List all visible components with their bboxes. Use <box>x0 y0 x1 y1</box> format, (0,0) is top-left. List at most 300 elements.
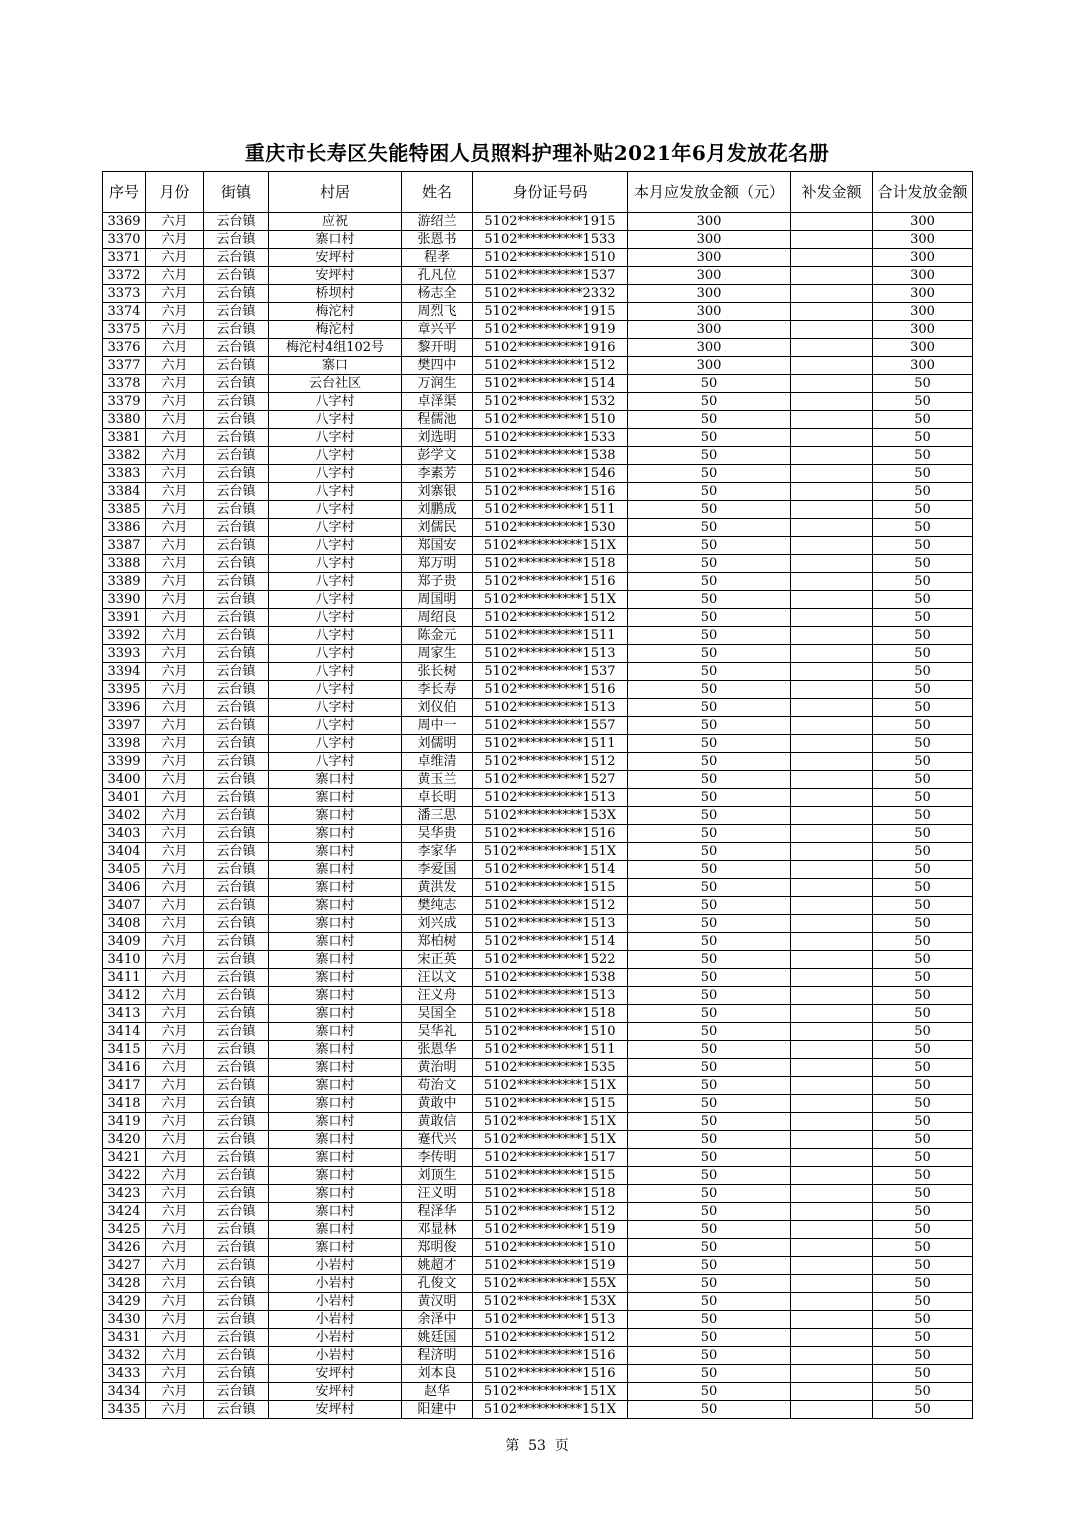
table-row <box>103 1329 973 1347</box>
backpay-amount-cell <box>791 519 873 537</box>
id-number-cell: 5102**********1511 <box>473 501 628 519</box>
backpay-amount-cell <box>791 879 873 897</box>
town-cell: 云台镇 <box>204 231 269 249</box>
seq-cell: 3430 <box>103 1311 146 1329</box>
name-cell: 汪义舟 <box>402 987 473 1005</box>
total-amount-cell: 50 <box>873 411 973 429</box>
name-cell: 阳建中 <box>402 1401 473 1419</box>
table-row <box>103 789 973 807</box>
table-row <box>103 1239 973 1257</box>
header-village: 村居 <box>269 172 402 213</box>
name-cell: 万润生 <box>402 375 473 393</box>
total-amount-cell: 50 <box>873 771 973 789</box>
seq-cell: 3425 <box>103 1221 146 1239</box>
village-cell: 寨口村 <box>269 825 402 843</box>
monthly-amount-cell: 300 <box>628 321 791 339</box>
backpay-amount-cell <box>791 447 873 465</box>
month-cell: 六月 <box>146 465 204 483</box>
monthly-amount-cell: 50 <box>628 1041 791 1059</box>
month-cell: 六月 <box>146 933 204 951</box>
village-cell: 寨口村 <box>269 1095 402 1113</box>
town-cell: 云台镇 <box>204 681 269 699</box>
backpay-amount-cell <box>791 735 873 753</box>
monthly-amount-cell: 50 <box>628 771 791 789</box>
total-amount-cell: 300 <box>873 231 973 249</box>
backpay-amount-cell <box>791 1077 873 1095</box>
town-cell: 云台镇 <box>204 1059 269 1077</box>
monthly-amount-cell: 300 <box>628 285 791 303</box>
village-cell: 寨口村 <box>269 915 402 933</box>
total-amount-cell: 50 <box>873 861 973 879</box>
backpay-amount-cell <box>791 753 873 771</box>
name-cell: 余泽中 <box>402 1311 473 1329</box>
backpay-amount-cell <box>791 969 873 987</box>
town-cell: 云台镇 <box>204 1311 269 1329</box>
monthly-amount-cell: 50 <box>628 699 791 717</box>
roster-table <box>102 171 973 1419</box>
id-number-cell: 5102**********1516 <box>473 1347 628 1365</box>
id-number-cell: 5102**********1538 <box>473 447 628 465</box>
backpay-amount-cell <box>791 1311 873 1329</box>
monthly-amount-cell: 50 <box>628 1095 791 1113</box>
month-cell: 六月 <box>146 1383 204 1401</box>
village-cell: 应祝 <box>269 213 402 231</box>
monthly-amount-cell: 50 <box>628 1365 791 1383</box>
seq-cell: 3376 <box>103 339 146 357</box>
seq-cell: 3419 <box>103 1113 146 1131</box>
name-cell: 刘兴成 <box>402 915 473 933</box>
village-cell: 寨口村 <box>269 231 402 249</box>
id-number-cell: 5102**********151X <box>473 843 628 861</box>
name-cell: 苟治文 <box>402 1077 473 1095</box>
name-cell: 黄玉兰 <box>402 771 473 789</box>
monthly-amount-cell: 50 <box>628 753 791 771</box>
month-cell: 六月 <box>146 663 204 681</box>
name-cell: 黄汉明 <box>402 1293 473 1311</box>
monthly-amount-cell: 50 <box>628 1293 791 1311</box>
village-cell: 八字村 <box>269 591 402 609</box>
name-cell: 周家生 <box>402 645 473 663</box>
name-cell: 程泽华 <box>402 1203 473 1221</box>
table-row <box>103 573 973 591</box>
table-row <box>103 501 973 519</box>
seq-cell: 3415 <box>103 1041 146 1059</box>
table-row <box>103 555 973 573</box>
town-cell: 云台镇 <box>204 1167 269 1185</box>
total-amount-cell: 50 <box>873 1239 973 1257</box>
id-number-cell: 5102**********1537 <box>473 663 628 681</box>
seq-cell: 3379 <box>103 393 146 411</box>
id-number-cell: 5102**********1514 <box>473 375 628 393</box>
village-cell: 八字村 <box>269 429 402 447</box>
backpay-amount-cell <box>791 213 873 231</box>
town-cell: 云台镇 <box>204 465 269 483</box>
seq-cell: 3427 <box>103 1257 146 1275</box>
village-cell: 寨口村 <box>269 1203 402 1221</box>
seq-cell: 3395 <box>103 681 146 699</box>
id-number-cell: 5102**********155X <box>473 1275 628 1293</box>
total-amount-cell: 50 <box>873 1383 973 1401</box>
seq-cell: 3381 <box>103 429 146 447</box>
seq-cell: 3426 <box>103 1239 146 1257</box>
monthly-amount-cell: 300 <box>628 303 791 321</box>
backpay-amount-cell <box>791 537 873 555</box>
town-cell: 云台镇 <box>204 213 269 231</box>
month-cell: 六月 <box>146 627 204 645</box>
village-cell: 八字村 <box>269 627 402 645</box>
village-cell: 八字村 <box>269 537 402 555</box>
backpay-amount-cell <box>791 483 873 501</box>
id-number-cell: 5102**********1512 <box>473 753 628 771</box>
monthly-amount-cell: 50 <box>628 429 791 447</box>
seq-cell: 3428 <box>103 1275 146 1293</box>
total-amount-cell: 50 <box>873 1005 973 1023</box>
id-number-cell: 5102**********1510 <box>473 1239 628 1257</box>
name-cell: 李爱国 <box>402 861 473 879</box>
village-cell: 寨口村 <box>269 861 402 879</box>
backpay-amount-cell <box>791 933 873 951</box>
total-amount-cell: 50 <box>873 825 973 843</box>
town-cell: 云台镇 <box>204 807 269 825</box>
table-row <box>103 1059 973 1077</box>
id-number-cell: 5102**********1519 <box>473 1221 628 1239</box>
month-cell: 六月 <box>146 483 204 501</box>
monthly-amount-cell: 300 <box>628 357 791 375</box>
name-cell: 程孝 <box>402 249 473 267</box>
town-cell: 云台镇 <box>204 1293 269 1311</box>
town-cell: 云台镇 <box>204 1383 269 1401</box>
name-cell: 黄敢中 <box>402 1095 473 1113</box>
month-cell: 六月 <box>146 231 204 249</box>
backpay-amount-cell <box>791 555 873 573</box>
town-cell: 云台镇 <box>204 555 269 573</box>
id-number-cell: 5102**********1533 <box>473 429 628 447</box>
town-cell: 云台镇 <box>204 429 269 447</box>
seq-cell: 3375 <box>103 321 146 339</box>
name-cell: 卓长明 <box>402 789 473 807</box>
month-cell: 六月 <box>146 861 204 879</box>
name-cell: 赵华 <box>402 1383 473 1401</box>
village-cell: 寨口村 <box>269 771 402 789</box>
id-number-cell: 5102**********1516 <box>473 483 628 501</box>
month-cell: 六月 <box>146 915 204 933</box>
village-cell: 八字村 <box>269 681 402 699</box>
village-cell: 小岩村 <box>269 1311 402 1329</box>
month-cell: 六月 <box>146 393 204 411</box>
backpay-amount-cell <box>791 1149 873 1167</box>
id-number-cell: 5102**********1512 <box>473 609 628 627</box>
backpay-amount-cell <box>791 501 873 519</box>
village-cell: 安坪村 <box>269 1401 402 1419</box>
name-cell: 周国明 <box>402 591 473 609</box>
month-cell: 六月 <box>146 645 204 663</box>
village-cell: 八字村 <box>269 447 402 465</box>
village-cell: 小岩村 <box>269 1257 402 1275</box>
name-cell: 吴华礼 <box>402 1023 473 1041</box>
name-cell: 刘寨银 <box>402 483 473 501</box>
month-cell: 六月 <box>146 1329 204 1347</box>
village-cell: 安坪村 <box>269 1383 402 1401</box>
town-cell: 云台镇 <box>204 393 269 411</box>
name-cell: 李家华 <box>402 843 473 861</box>
name-cell: 汪义明 <box>402 1185 473 1203</box>
total-amount-cell: 50 <box>873 1221 973 1239</box>
total-amount-cell: 50 <box>873 1077 973 1095</box>
monthly-amount-cell: 50 <box>628 1275 791 1293</box>
backpay-amount-cell <box>791 1059 873 1077</box>
id-number-cell: 5102**********1919 <box>473 321 628 339</box>
town-cell: 云台镇 <box>204 1365 269 1383</box>
seq-cell: 3404 <box>103 843 146 861</box>
backpay-amount-cell <box>791 843 873 861</box>
seq-cell: 3423 <box>103 1185 146 1203</box>
id-number-cell: 5102**********151X <box>473 537 628 555</box>
month-cell: 六月 <box>146 1113 204 1131</box>
id-number-cell: 5102**********1915 <box>473 213 628 231</box>
town-cell: 云台镇 <box>204 483 269 501</box>
backpay-amount-cell <box>791 1293 873 1311</box>
village-cell: 寨口村 <box>269 1131 402 1149</box>
total-amount-cell: 50 <box>873 501 973 519</box>
seq-cell: 3390 <box>103 591 146 609</box>
table-row <box>103 411 973 429</box>
backpay-amount-cell <box>791 771 873 789</box>
table-row <box>103 969 973 987</box>
seq-cell: 3397 <box>103 717 146 735</box>
total-amount-cell: 50 <box>873 843 973 861</box>
table-row <box>103 321 973 339</box>
backpay-amount-cell <box>791 663 873 681</box>
month-cell: 六月 <box>146 285 204 303</box>
name-cell: 蹇代兴 <box>402 1131 473 1149</box>
id-number-cell: 5102**********1513 <box>473 699 628 717</box>
town-cell: 云台镇 <box>204 1113 269 1131</box>
seq-cell: 3400 <box>103 771 146 789</box>
table-row <box>103 915 973 933</box>
monthly-amount-cell: 50 <box>628 393 791 411</box>
town-cell: 云台镇 <box>204 1347 269 1365</box>
id-number-cell: 5102**********1546 <box>473 465 628 483</box>
id-number-cell: 5102**********1513 <box>473 645 628 663</box>
village-cell: 八字村 <box>269 645 402 663</box>
backpay-amount-cell <box>791 249 873 267</box>
monthly-amount-cell: 50 <box>628 1185 791 1203</box>
town-cell: 云台镇 <box>204 1077 269 1095</box>
table-row <box>103 609 973 627</box>
seq-cell: 3386 <box>103 519 146 537</box>
total-amount-cell: 300 <box>873 339 973 357</box>
total-amount-cell: 50 <box>873 537 973 555</box>
name-cell: 吴华贵 <box>402 825 473 843</box>
backpay-amount-cell <box>791 591 873 609</box>
header-name: 姓名 <box>402 172 473 213</box>
id-number-cell: 5102**********1510 <box>473 249 628 267</box>
total-amount-cell: 50 <box>873 879 973 897</box>
village-cell: 八字村 <box>269 411 402 429</box>
backpay-amount-cell <box>791 1203 873 1221</box>
town-cell: 云台镇 <box>204 411 269 429</box>
village-cell: 八字村 <box>269 699 402 717</box>
village-cell: 寨口村 <box>269 933 402 951</box>
month-cell: 六月 <box>146 303 204 321</box>
month-cell: 六月 <box>146 843 204 861</box>
seq-cell: 3409 <box>103 933 146 951</box>
town-cell: 云台镇 <box>204 591 269 609</box>
id-number-cell: 5102**********1522 <box>473 951 628 969</box>
id-number-cell: 5102**********153X <box>473 807 628 825</box>
town-cell: 云台镇 <box>204 1185 269 1203</box>
backpay-amount-cell <box>791 375 873 393</box>
monthly-amount-cell: 50 <box>628 1167 791 1185</box>
village-cell: 八字村 <box>269 501 402 519</box>
month-cell: 六月 <box>146 879 204 897</box>
table-row <box>103 519 973 537</box>
backpay-amount-cell <box>791 1221 873 1239</box>
total-amount-cell: 50 <box>873 465 973 483</box>
id-number-cell: 5102**********1517 <box>473 1149 628 1167</box>
total-amount-cell: 50 <box>873 591 973 609</box>
seq-cell: 3429 <box>103 1293 146 1311</box>
monthly-amount-cell: 50 <box>628 483 791 501</box>
id-number-cell: 5102**********1510 <box>473 411 628 429</box>
monthly-amount-cell: 300 <box>628 339 791 357</box>
name-cell: 刘选明 <box>402 429 473 447</box>
town-cell: 云台镇 <box>204 1401 269 1419</box>
name-cell: 吴国全 <box>402 1005 473 1023</box>
seq-cell: 3399 <box>103 753 146 771</box>
name-cell: 刘顶生 <box>402 1167 473 1185</box>
month-cell: 六月 <box>146 339 204 357</box>
village-cell: 寨口村 <box>269 1059 402 1077</box>
backpay-amount-cell <box>791 1239 873 1257</box>
town-cell: 云台镇 <box>204 753 269 771</box>
seq-cell: 3421 <box>103 1149 146 1167</box>
seq-cell: 3420 <box>103 1131 146 1149</box>
total-amount-cell: 300 <box>873 213 973 231</box>
town-cell: 云台镇 <box>204 1149 269 1167</box>
month-cell: 六月 <box>146 771 204 789</box>
table-row <box>103 1185 973 1203</box>
monthly-amount-cell: 50 <box>628 1131 791 1149</box>
total-amount-cell: 50 <box>873 1203 973 1221</box>
total-amount-cell: 300 <box>873 357 973 375</box>
village-cell: 寨口村 <box>269 897 402 915</box>
table-row <box>103 879 973 897</box>
month-cell: 六月 <box>146 249 204 267</box>
town-cell: 云台镇 <box>204 933 269 951</box>
header-monthly-amount: 本月应发放金额（元） <box>628 172 791 213</box>
month-cell: 六月 <box>146 1131 204 1149</box>
monthly-amount-cell: 50 <box>628 447 791 465</box>
seq-cell: 3416 <box>103 1059 146 1077</box>
table-row <box>103 249 973 267</box>
month-cell: 六月 <box>146 681 204 699</box>
seq-cell: 3407 <box>103 897 146 915</box>
village-cell: 八字村 <box>269 717 402 735</box>
village-cell: 梅沱村 <box>269 303 402 321</box>
town-cell: 云台镇 <box>204 285 269 303</box>
monthly-amount-cell: 300 <box>628 249 791 267</box>
table-row <box>103 627 973 645</box>
town-cell: 云台镇 <box>204 339 269 357</box>
table-row <box>103 1167 973 1185</box>
month-cell: 六月 <box>146 1059 204 1077</box>
village-cell: 安坪村 <box>269 1365 402 1383</box>
seq-cell: 3372 <box>103 267 146 285</box>
total-amount-cell: 50 <box>873 951 973 969</box>
backpay-amount-cell <box>791 231 873 249</box>
town-cell: 云台镇 <box>204 645 269 663</box>
name-cell: 郑万明 <box>402 555 473 573</box>
table-row <box>103 1077 973 1095</box>
town-cell: 云台镇 <box>204 717 269 735</box>
backpay-amount-cell <box>791 987 873 1005</box>
seq-cell: 3434 <box>103 1383 146 1401</box>
month-cell: 六月 <box>146 321 204 339</box>
month-cell: 六月 <box>146 573 204 591</box>
month-cell: 六月 <box>146 1365 204 1383</box>
village-cell: 小岩村 <box>269 1293 402 1311</box>
month-cell: 六月 <box>146 555 204 573</box>
backpay-amount-cell <box>791 699 873 717</box>
total-amount-cell: 50 <box>873 375 973 393</box>
name-cell: 刘鹏成 <box>402 501 473 519</box>
table-row <box>103 267 973 285</box>
monthly-amount-cell: 50 <box>628 573 791 591</box>
village-cell: 八字村 <box>269 753 402 771</box>
seq-cell: 3374 <box>103 303 146 321</box>
id-number-cell: 5102**********151X <box>473 1077 628 1095</box>
id-number-cell: 5102**********1512 <box>473 1329 628 1347</box>
backpay-amount-cell <box>791 861 873 879</box>
village-cell: 寨口村 <box>269 1239 402 1257</box>
table-row <box>103 591 973 609</box>
id-number-cell: 5102**********151X <box>473 1131 628 1149</box>
total-amount-cell: 300 <box>873 321 973 339</box>
monthly-amount-cell: 50 <box>628 681 791 699</box>
monthly-amount-cell: 50 <box>628 1203 791 1221</box>
month-cell: 六月 <box>146 213 204 231</box>
seq-cell: 3411 <box>103 969 146 987</box>
seq-cell: 3413 <box>103 1005 146 1023</box>
month-cell: 六月 <box>146 1077 204 1095</box>
month-cell: 六月 <box>146 1185 204 1203</box>
total-amount-cell: 50 <box>873 1095 973 1113</box>
seq-cell: 3389 <box>103 573 146 591</box>
backpay-amount-cell <box>791 1329 873 1347</box>
town-cell: 云台镇 <box>204 1203 269 1221</box>
village-cell: 寨口村 <box>269 987 402 1005</box>
id-number-cell: 5102**********1518 <box>473 1005 628 1023</box>
village-cell: 寨口村 <box>269 969 402 987</box>
month-cell: 六月 <box>146 969 204 987</box>
monthly-amount-cell: 50 <box>628 519 791 537</box>
month-cell: 六月 <box>146 951 204 969</box>
monthly-amount-cell: 50 <box>628 1329 791 1347</box>
month-cell: 六月 <box>146 537 204 555</box>
monthly-amount-cell: 50 <box>628 1077 791 1095</box>
monthly-amount-cell: 50 <box>628 789 791 807</box>
seq-cell: 3387 <box>103 537 146 555</box>
id-number-cell: 5102**********1516 <box>473 573 628 591</box>
town-cell: 云台镇 <box>204 627 269 645</box>
village-cell: 小岩村 <box>269 1329 402 1347</box>
backpay-amount-cell <box>791 411 873 429</box>
header-backpay-amount: 补发金额 <box>791 172 873 213</box>
name-cell: 黎开明 <box>402 339 473 357</box>
total-amount-cell: 50 <box>873 1401 973 1419</box>
total-amount-cell: 50 <box>873 753 973 771</box>
